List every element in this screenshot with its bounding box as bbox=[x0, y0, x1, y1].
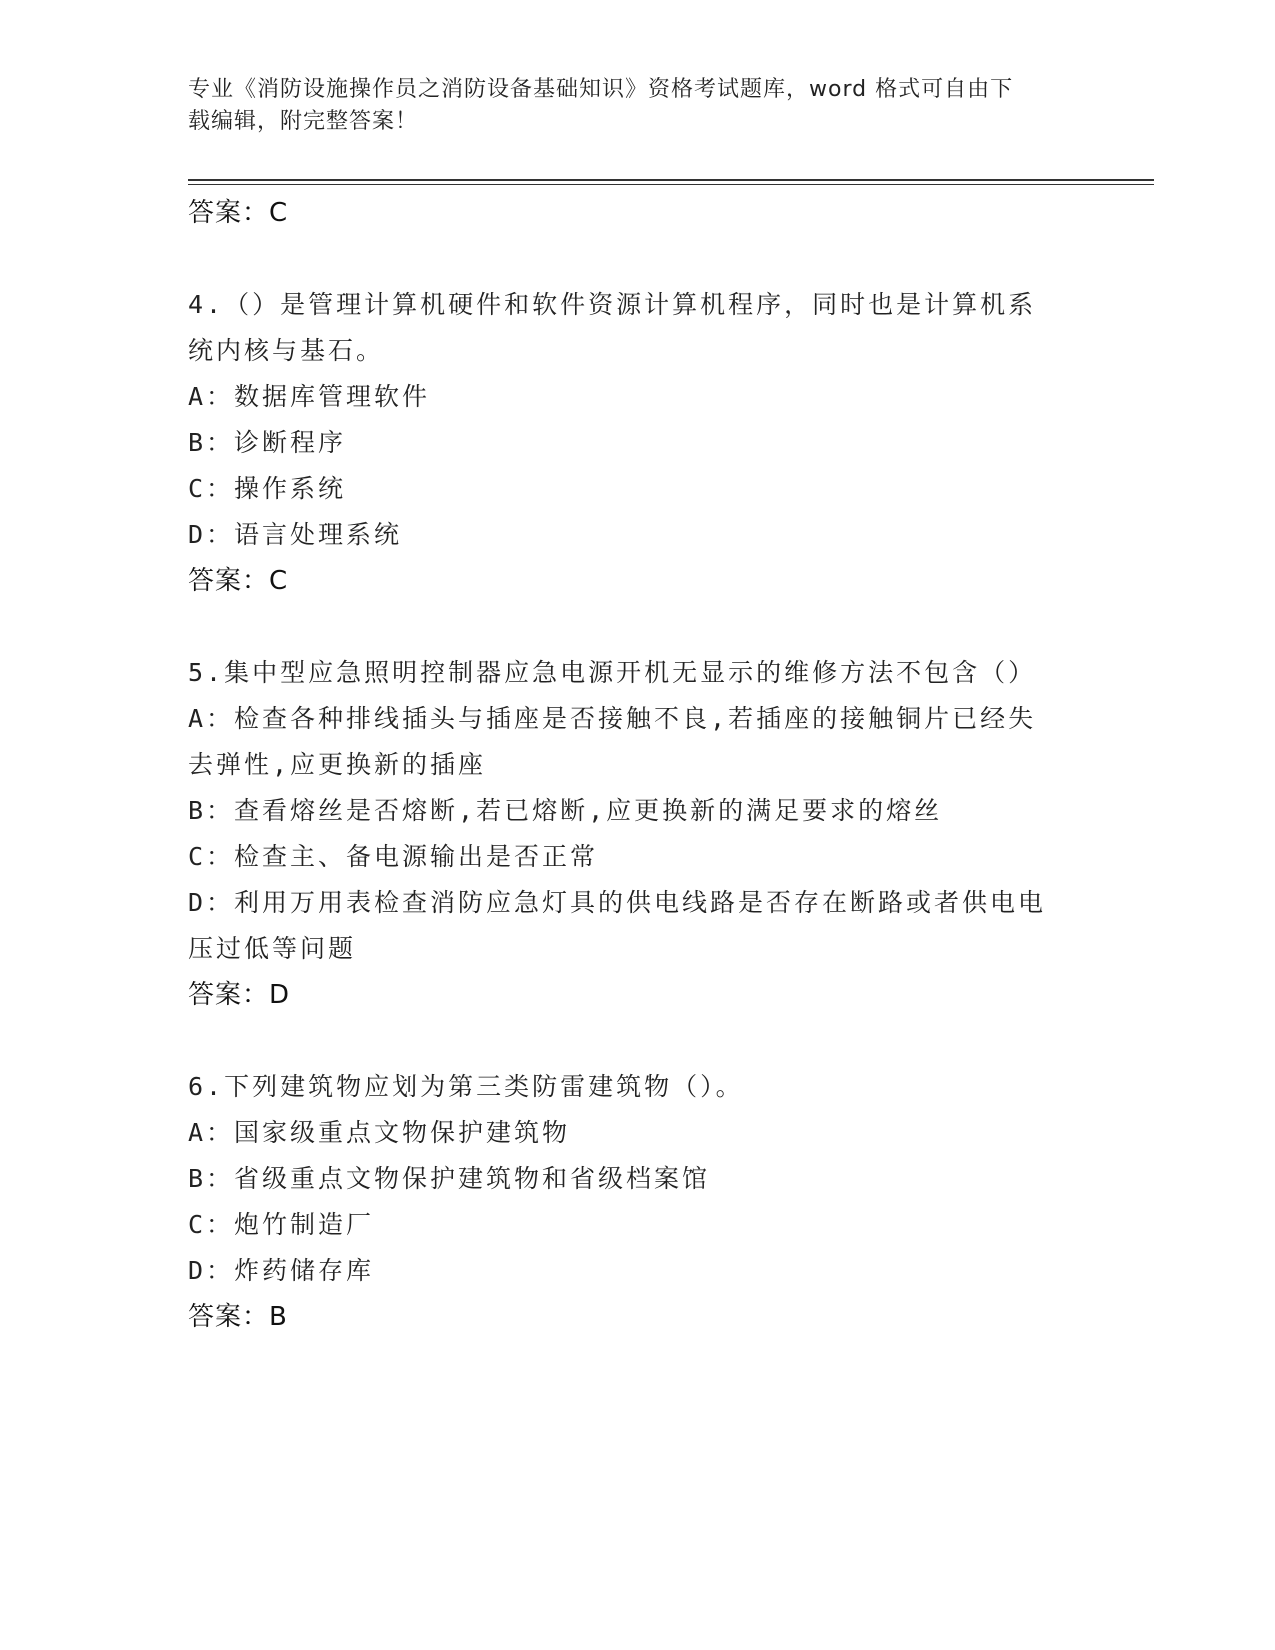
spacer bbox=[188, 1018, 1088, 1064]
option-d-continued: 压过低等问题 bbox=[188, 934, 357, 963]
option-b: B：查看熔丝是否熔断,若已熔断,应更换新的满足要求的熔丝 bbox=[188, 796, 943, 825]
option-d: D：炸药储存库 bbox=[188, 1256, 375, 1285]
option-a: A：数据库管理软件 bbox=[188, 382, 431, 411]
page-header bbox=[188, 74, 1068, 138]
option-a-continued: 去弹性,应更换新的插座 bbox=[188, 750, 487, 779]
question-stem: 4.（）是管理计算机硬件和软件资源计算机程序，同时也是计算机系 bbox=[188, 290, 1037, 319]
option-a: A：检查各种排线插头与插座是否接触不良,若插座的接触铜片已经失 bbox=[188, 704, 1037, 733]
answer-line: 答案：D bbox=[188, 980, 291, 1010]
question-stem: 统内核与基石。 bbox=[188, 336, 385, 365]
question-list bbox=[188, 190, 1088, 1340]
option-b: B：省级重点文物保护建筑物和省级档案馆 bbox=[188, 1164, 711, 1193]
question-item bbox=[188, 650, 1088, 1018]
option-c: C：炮竹制造厂 bbox=[188, 1210, 375, 1239]
option-a: A：国家级重点文物保护建筑物 bbox=[188, 1118, 571, 1147]
answer-line: 答案：B bbox=[188, 1302, 288, 1332]
header-line-1: 专业《消防设施操作员之消防设备基础知识》资格考试题库，word 格式可自由下 bbox=[188, 77, 1014, 102]
question-stem: 5.集中型应急照明控制器应急电源开机无显示的维修方法不包含（） bbox=[188, 658, 1037, 687]
header-divider-thin bbox=[188, 184, 1154, 185]
spacer bbox=[188, 604, 1088, 650]
option-d: D：语言处理系统 bbox=[188, 520, 403, 549]
answer-line: 答案：C bbox=[188, 566, 289, 596]
question-stem: 6.下列建筑物应划为第三类防雷建筑物（）。 bbox=[188, 1072, 744, 1101]
header-line-2: 载编辑，附完整答案！ bbox=[188, 109, 419, 134]
option-c: C：操作系统 bbox=[188, 474, 347, 503]
header-divider bbox=[188, 179, 1154, 181]
answer-line: 答案：C bbox=[188, 198, 289, 228]
question-item bbox=[188, 1064, 1088, 1340]
option-b: B：诊断程序 bbox=[188, 428, 347, 457]
option-c: C：检查主、备电源输出是否正常 bbox=[188, 842, 599, 871]
option-d: D：利用万用表检查消防应急灯具的供电线路是否存在断路或者供电电 bbox=[188, 888, 1047, 917]
spacer bbox=[188, 236, 1088, 282]
question-item bbox=[188, 282, 1088, 604]
